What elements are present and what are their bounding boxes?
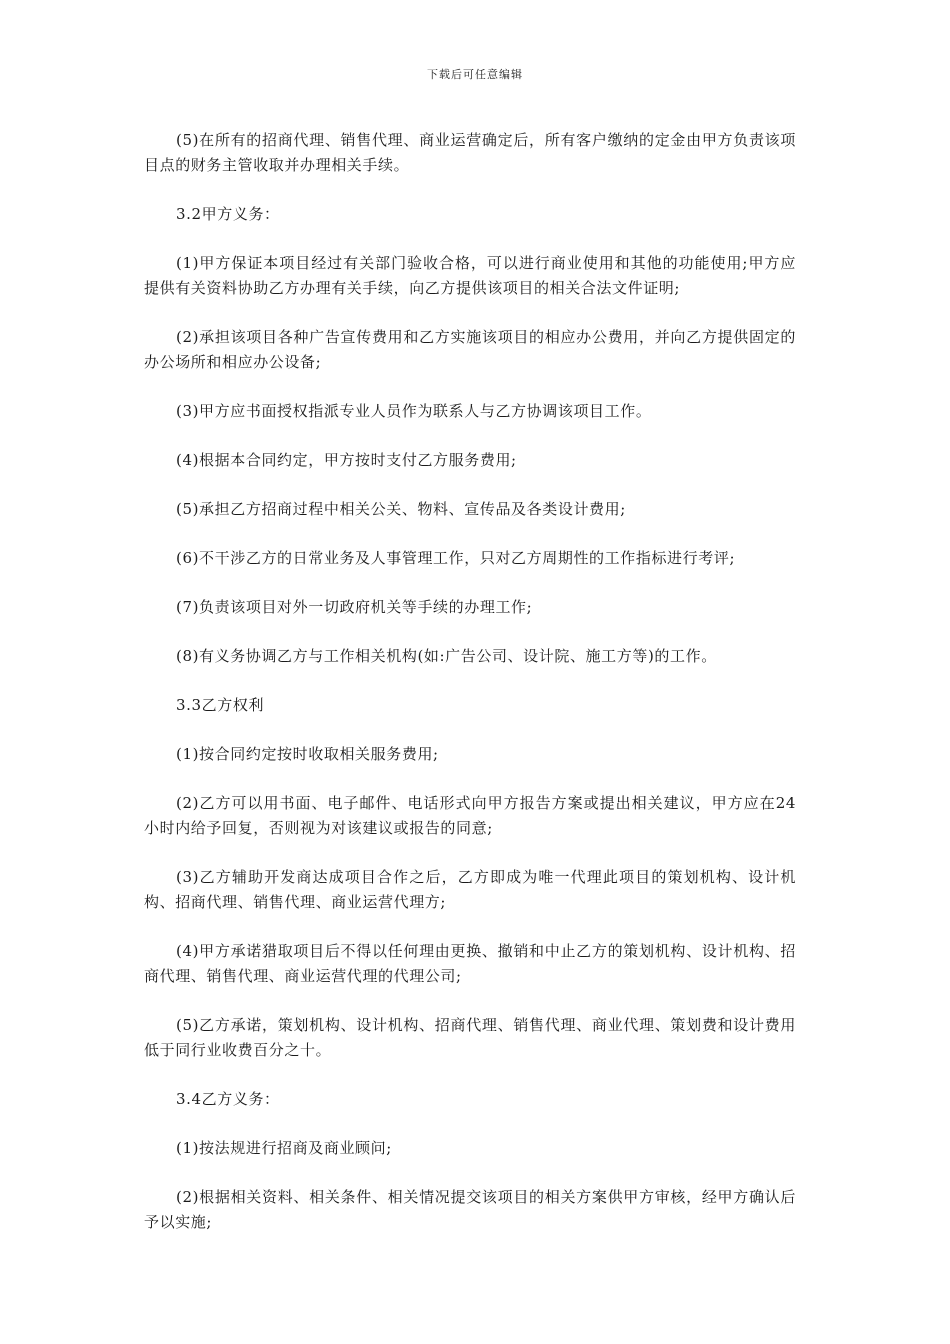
- paragraph: (5)在所有的招商代理、销售代理、商业运营确定后，所有客户缴纳的定金由甲方负责该项目点的财务主管收取并办理相关手续。: [144, 131, 796, 174]
- paragraph: (1)按合同约定按时收取相关服务费用;: [176, 745, 439, 763]
- section-heading: 3.4乙方义务：: [176, 1090, 280, 1108]
- paragraph: (3)甲方应书面授权指派专业人员作为联系人与乙方协调该项目工作。: [176, 402, 652, 420]
- paragraph: (7)负责该项目对外一切政府机关等手续的办理工作;: [176, 598, 533, 616]
- paragraph: (4)甲方承诺猎取项目后不得以任何理由更换、撤销和中止乙方的策划机构、设计机构、招商代理、销售代理、商业运营代理的代理公司;: [144, 942, 796, 985]
- paragraph: (1)按法规进行招商及商业顾问;: [176, 1139, 392, 1157]
- paragraph: (5)承担乙方招商过程中相关公关、物料、宣传品及各类设计费用;: [176, 500, 626, 518]
- paragraph: (3)乙方辅助开发商达成项目合作之后，乙方即成为唯一代理此项目的策划机构、设计机构、招商代理、销售代理、商业运营代理方;: [144, 868, 796, 911]
- paragraph: (1)甲方保证本项目经过有关部门验收合格，可以进行商业使用和其他的功能使用;甲方应提供有关资料协助乙方办理有关手续，向乙方提供该项目的相关合法文件证明;: [144, 254, 796, 297]
- paragraph: (8)有义务协调乙方与工作相关机构(如:广告公司、设计院、施工方等)的工作。: [176, 647, 717, 665]
- section-heading: 3.2甲方义务：: [176, 205, 280, 223]
- header-note: 下载后可任意编辑: [427, 68, 523, 81]
- paragraph: (5)乙方承诺，策划机构、设计机构、招商代理、销售代理、商业代理、策划费和设计费用低于同行业收费百分之十。: [144, 1016, 796, 1059]
- paragraph: (2)根据相关资料、相关条件、相关情况提交该项目的相关方案供甲方审核，经甲方确认后予以实施;: [144, 1188, 796, 1231]
- document-body: [144, 128, 796, 1259]
- paragraph: (6)不干涉乙方的日常业务及人事管理工作，只对乙方周期性的工作指标进行考评;: [176, 549, 736, 567]
- paragraph: (4)根据本合同约定，甲方按时支付乙方服务费用;: [176, 451, 517, 469]
- section-heading: 3.3乙方权利: [176, 696, 265, 714]
- paragraph: (2)承担该项目各种广告宣传费用和乙方实施该项目的相应办公费用，并向乙方提供固定的办公场所和相应办公设备;: [144, 328, 796, 371]
- paragraph: (2)乙方可以用书面、电子邮件、电话形式向甲方报告方案或提出相关建议，甲方应在24小时内给予回复，否则视为对该建议或报告的同意;: [144, 794, 796, 837]
